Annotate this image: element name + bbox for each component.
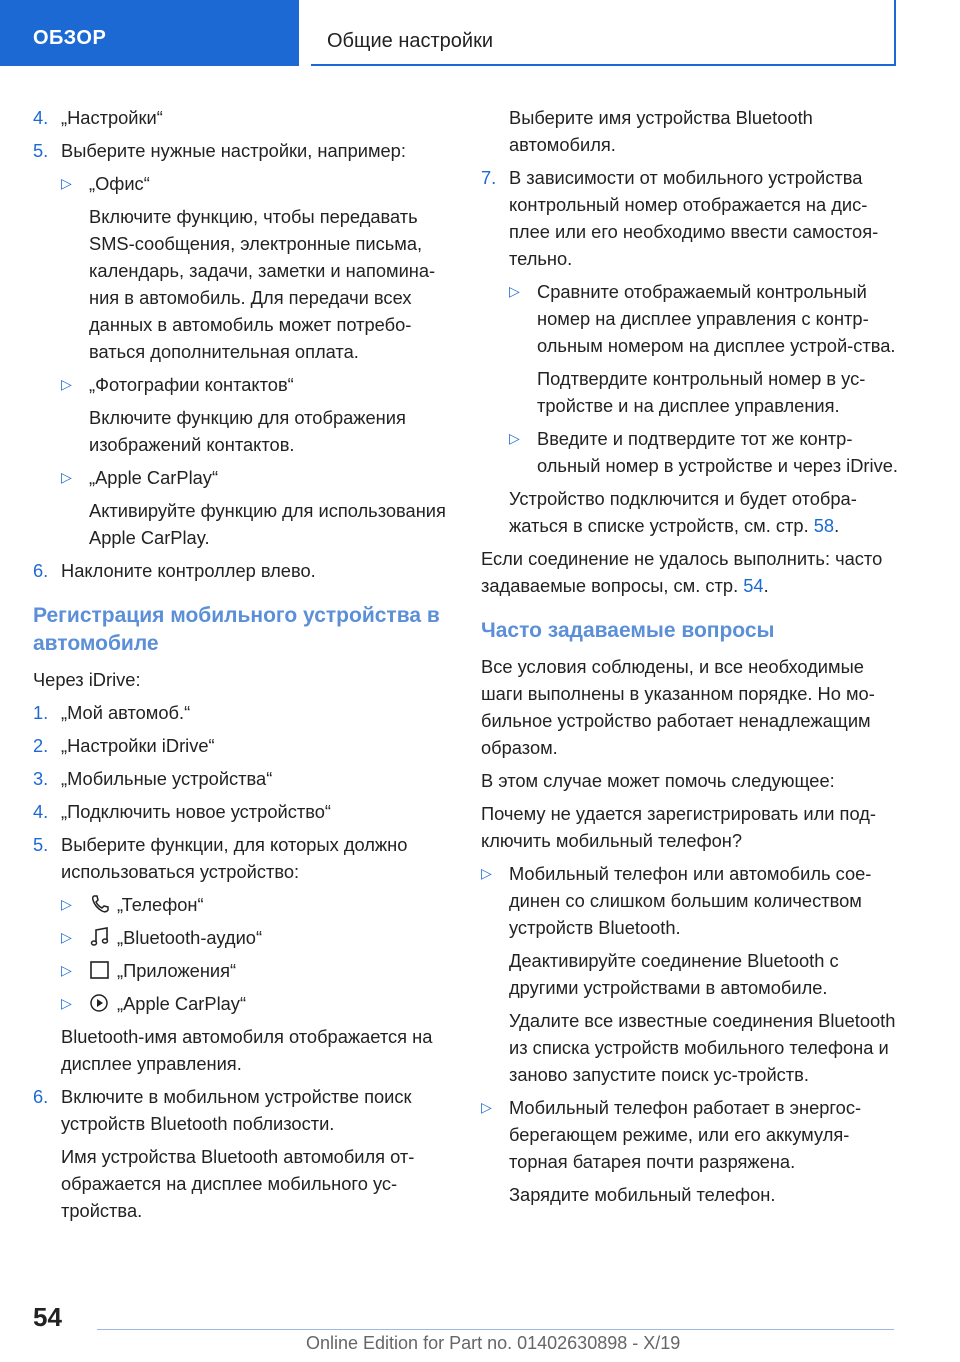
sub-item-compare: ▷ Сравните отображаемый контрольный номер на дисплее управления с контр-ольным номером на дисплее устрой-ства. [481,278,901,359]
section-tab[interactable] [0,0,299,66]
list-item: 4. „Подключить новое устройство“ [33,801,332,822]
list-item: 5. Выберите функции, для которых должно использоваться устройство: [33,834,408,882]
triangle-bullet-icon: ▷ [509,283,520,299]
triangle-bullet-icon: ▷ [61,376,72,392]
triangle-bullet-icon: ▷ [61,929,72,945]
music-note-icon [89,927,111,947]
confirm-note: Подтвердите контрольный номер в ус-тройстве и на дисплее управления. [537,368,866,416]
list-item: 4. „Настройки“ [33,107,163,128]
faq-bullet-2: ▷ Мобильный телефон работает в энергос-берегающем режиме, или его аккумуля-торная батарея почти разряжена. [481,1094,901,1175]
chapter-tab [311,0,896,66]
triangle-bullet-icon: ▷ [61,995,72,1011]
sub-item-photos: ▷ „Фотографии контактов“ [33,371,458,398]
carplay-description: Активируйте функцию для использования Apple CarPlay. [89,500,446,548]
list-item: 7. В зависимости от мобильного устройства контрольный номер отображается на дис-плее или его необходимо ввести самостоя-тельно. [481,167,879,269]
faq-question: Почему не удается зарегистрировать или под-ключить мобильный телефон? [481,803,876,851]
sub-item-enter: ▷ Введите и подтвердите тот же контр-ольный номер в устройстве и через iDrive. [481,425,901,479]
chapter-title: Общие настройки [327,30,493,52]
connected-note: Устройство подключится и будет отобра-жаться в списке устройств, см. стр. 58. [509,488,857,536]
section-heading-faq: Часто задаваемые вопросы [481,619,775,642]
sub-item-office: ▷ „Офис“ [33,170,458,197]
list-item: 1. „Мой автомоб.“ [33,702,191,723]
footer-divider [97,1329,894,1330]
faq-fix-1: Деактивируйте соединение Bluetooth с другими устройствами в автомобиле. [509,950,839,998]
page-link-58[interactable]: 58 [813,515,835,536]
triangle-bullet-icon: ▷ [61,469,72,485]
phone-icon [89,894,111,914]
list-item: 5. Выберите нужные настройки, например: [33,140,406,161]
page-number: 54 [33,1302,62,1332]
triangle-bullet-icon: ▷ [481,865,492,881]
triangle-bullet-icon: ▷ [481,1099,492,1115]
list-item: 2. „Настройки iDrive“ [33,735,215,756]
triangle-bullet-icon: ▷ [61,175,72,191]
step6-note: Имя устройства Bluetooth автомобиля от-ображается на дисплее мобильного ус-тройства. [61,1146,415,1221]
office-description: Включите функцию, чтобы передавать SMS-сообщения, электронные письма, календарь, задачи, заметки и напомина-ния в автомобиль. Для передачи всех данных в автомобиль может потребо-ваться дополнительная оплата. [89,206,436,362]
via-idrive: Через iDrive: [33,669,141,690]
faq-fix-3: Зарядите мобильный телефон. [509,1184,776,1205]
apps-square-icon [89,960,111,980]
sub-item-carplay: ▷ „Apple CarPlay“ [33,464,458,491]
triangle-bullet-icon: ▷ [509,430,520,446]
page-link-54[interactable]: 54 [743,575,764,596]
bt-name-note: Bluetooth-имя автомобиля отображается на дисплее управления. [61,1026,433,1074]
photos-description: Включите функцию для отображения изображений контактов. [89,407,406,455]
section-tab-label: ОБЗОР [33,27,107,49]
right-column [481,104,901,1214]
triangle-bullet-icon: ▷ [61,962,72,978]
fail-note: Если соединение не удалось выполнить: часто задаваемые вопросы, см. стр. 54. [481,548,883,596]
faq-bullet-1: ▷ Мобильный телефон или автомобиль сое-динен со слишком большим количеством устройств Bluetooth. [481,860,901,941]
func-carplay: ▷ „Apple CarPlay“ [33,990,458,1017]
list-item: 6. Включите в мобильном устройстве поиск устройств Bluetooth поблизости. [33,1086,412,1134]
triangle-bullet-icon: ▷ [61,896,72,912]
list-item: 3. „Мобильные устройства“ [33,768,273,789]
func-phone: ▷ „Телефон“ [33,891,458,918]
faq-help: В этом случае может помочь следующее: [481,770,835,791]
edition-footer: Online Edition for Part no. 01402630898 - X/19 [306,1333,681,1353]
select-bt-name: Выберите имя устройства Bluetooth автомобиля. [509,107,813,155]
faq-fix-2: Удалите все известные соединения Bluetooth из списка устройств мобильного телефона и заново запустите поиск ус-тройств. [509,1010,896,1085]
func-apps: ▷ „Приложения“ [33,957,458,984]
list-item: 6. Наклоните контроллер влево. [33,560,316,581]
func-audio: ▷ „Bluetooth-аудио“ [33,924,458,951]
faq-intro: Все условия соблюдены, и все необходимые шаги выполнены в указанном порядке. Но мо-бильное устройство работает ненадлежащим образом. [481,656,875,758]
carplay-play-icon [89,993,111,1013]
left-column [33,104,458,1230]
section-heading-registration: Регистрация мобильного устройства в автомобиле [33,604,440,655]
